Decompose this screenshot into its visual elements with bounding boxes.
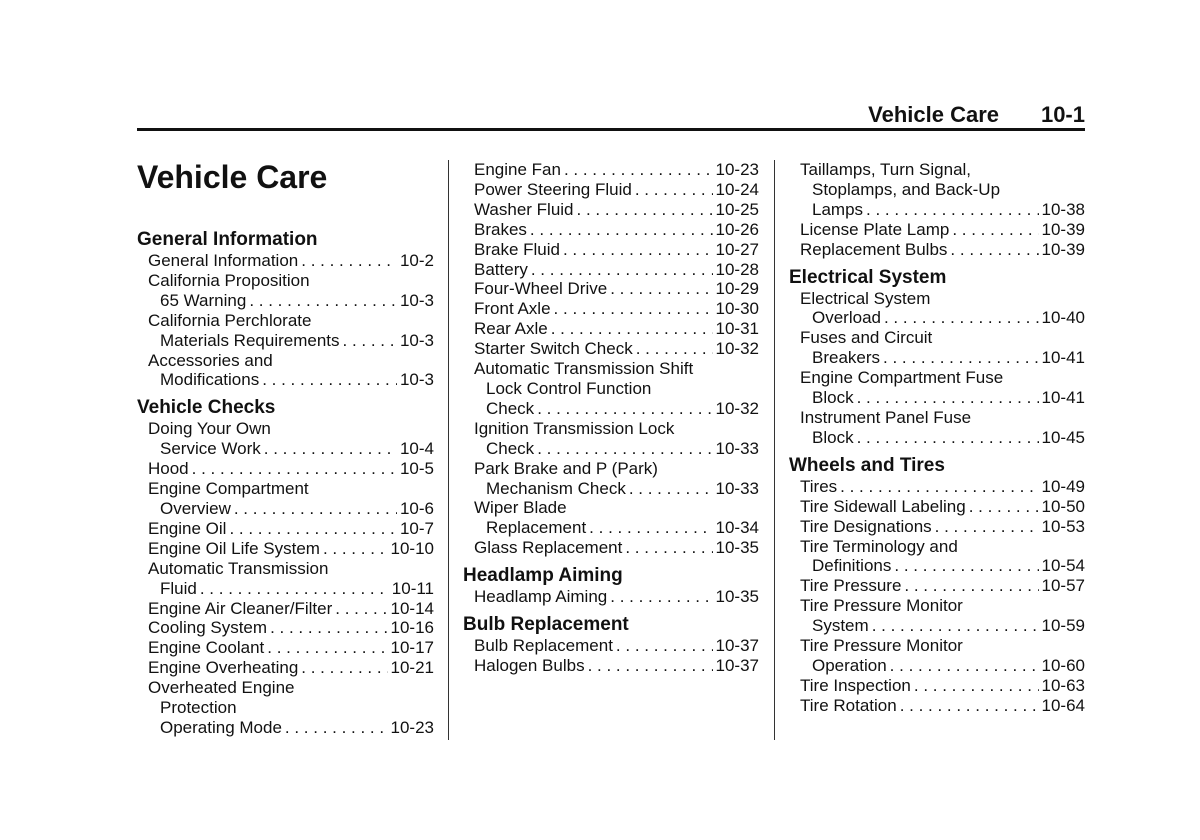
toc-page-number: 10-64 <box>1041 695 1085 715</box>
leader-dots <box>894 556 1038 576</box>
toc-entry-text: Lamps <box>812 199 864 219</box>
section-heading: General Information <box>137 229 318 250</box>
leader-dots <box>625 538 712 558</box>
toc-page-number: 10-21 <box>390 658 434 678</box>
leader-dots <box>610 279 712 299</box>
toc-page-number: 10-45 <box>1041 427 1085 447</box>
toc-page-number: 10-3 <box>399 290 434 310</box>
leader-dots <box>900 696 1039 716</box>
toc-entry-text: Engine Overheating <box>148 658 299 678</box>
toc-entry[interactable] <box>789 696 1085 716</box>
leader-dots <box>264 439 397 459</box>
leader-dots <box>857 428 1039 448</box>
toc-page-number: 10-16 <box>390 618 434 638</box>
leader-dots <box>229 519 397 539</box>
toc-entry[interactable] <box>789 636 1085 676</box>
section-heading: Electrical System <box>789 266 947 288</box>
toc-column-3 <box>789 160 1085 716</box>
leader-dots <box>857 388 1039 408</box>
toc-entry-text: General Information <box>148 251 299 270</box>
toc-entry[interactable] <box>463 240 759 260</box>
toc-entry-text: Glass Replacement <box>474 538 623 558</box>
leader-dots <box>872 616 1039 636</box>
toc-page-number: 10-53 <box>1041 516 1085 536</box>
toc-entry-text: Block <box>812 427 854 447</box>
leader-dots <box>323 539 388 559</box>
toc-entry-text: Operating Mode <box>160 717 282 737</box>
leader-dots <box>335 599 387 619</box>
toc-entry[interactable] <box>463 538 759 558</box>
leader-dots <box>234 499 397 519</box>
leader-dots <box>616 636 713 656</box>
leader-dots <box>840 477 1038 497</box>
toc-page-number: 10-23 <box>715 160 759 179</box>
toc-page-number: 10-30 <box>715 299 759 319</box>
toc-entry-text: Ignition Transmission Lock <box>474 418 675 438</box>
toc-entry[interactable] <box>789 517 1085 537</box>
toc-entry-text: Electrical System <box>800 288 931 308</box>
leader-dots <box>200 579 389 599</box>
toc-entry[interactable] <box>137 479 434 519</box>
leader-dots <box>564 160 713 180</box>
toc-entry[interactable] <box>789 240 1085 260</box>
toc-page-number: 10-60 <box>1041 655 1085 675</box>
section-heading: Wheels and Tires <box>789 454 945 476</box>
toc-page-number: 10-2 <box>399 251 434 270</box>
leader-dots <box>610 587 712 607</box>
toc-entry[interactable] <box>463 160 759 180</box>
header-page-number: 10-1 <box>1040 102 1085 127</box>
toc-page-number: 10-39 <box>1041 219 1085 239</box>
toc-entry-text: Overheated Engine <box>148 678 295 698</box>
leader-dots <box>301 658 387 678</box>
toc-entry-text: Brake Fluid <box>474 239 560 259</box>
toc-entry-text: Rear Axle <box>474 319 548 339</box>
toc-entry-text: Four-Wheel Drive <box>474 279 608 299</box>
toc-entry-text: License Plate Lamp <box>800 219 950 239</box>
toc-entry-text: Tire Sidewall Labeling <box>800 496 966 516</box>
toc-entry[interactable] <box>463 319 759 339</box>
toc-entry-text: Wiper Blade <box>474 498 567 518</box>
toc-entry-text: Engine Compartment Fuse <box>800 368 1004 388</box>
toc-entry-text: Front Axle <box>474 299 551 319</box>
toc-entry-text: Tires <box>800 476 838 496</box>
leader-dots <box>884 308 1039 328</box>
toc-entry[interactable] <box>463 339 759 359</box>
toc-entry[interactable] <box>137 519 434 539</box>
toc-entry-text: Check <box>486 398 535 418</box>
leader-dots <box>588 656 713 676</box>
toc-page-number: 10-41 <box>1041 348 1085 368</box>
toc-entry-text: Headlamp Aiming <box>474 587 608 607</box>
toc-entry-text: Protection <box>160 698 237 718</box>
toc-entry-text: California Perchlorate <box>148 310 312 330</box>
toc-page-number: 10-24 <box>715 179 759 199</box>
section-heading: Bulb Replacement <box>463 614 629 636</box>
toc-entry[interactable] <box>137 251 434 271</box>
toc-page-number: 10-14 <box>390 598 434 618</box>
toc-entry-text: Fuses and Circuit <box>800 328 933 348</box>
toc-page-number: 10-11 <box>391 578 434 598</box>
toc-page-number: 10-54 <box>1041 556 1085 576</box>
toc-entry[interactable] <box>789 289 1085 329</box>
toc-column-1 <box>137 160 434 738</box>
toc-entry[interactable] <box>789 576 1085 596</box>
toc-entry-text: Hood <box>148 459 189 479</box>
toc-entry-text: Overview <box>160 498 231 518</box>
toc-entry-text: Automatic Transmission <box>148 558 329 578</box>
toc-page-number: 10-37 <box>715 655 759 675</box>
toc-entry[interactable] <box>137 599 434 619</box>
toc-entry-text: Replacement <box>486 518 587 538</box>
toc-entry-text: Engine Compartment <box>148 479 309 499</box>
toc-entry[interactable] <box>137 271 434 311</box>
toc-page-number: 10-33 <box>715 478 759 498</box>
toc-entry-text: System <box>812 616 869 636</box>
leader-dots <box>890 656 1039 676</box>
toc-entry[interactable] <box>463 220 759 240</box>
leader-dots <box>530 220 713 240</box>
toc-page-number: 10-7 <box>399 518 434 538</box>
toc-page-number: 10-3 <box>399 370 434 390</box>
toc-entry-text: 65 Warning <box>160 290 247 310</box>
leader-dots <box>636 339 713 359</box>
toc-entry-text: Park Brake and P (Park) <box>474 458 658 478</box>
toc-entry[interactable] <box>789 676 1085 696</box>
toc-entry-text: Operation <box>812 655 887 675</box>
toc-entry-text: Replacement Bulbs <box>800 239 948 259</box>
toc-entry[interactable] <box>137 658 434 678</box>
toc-page-number: 10-35 <box>715 538 759 558</box>
toc-entry-text: Fluid <box>160 578 197 598</box>
toc-entry-text: Materials Requirements <box>160 330 340 350</box>
page-header <box>137 100 1085 128</box>
toc-entry[interactable] <box>463 279 759 299</box>
toc-page-number: 10-32 <box>715 339 759 359</box>
toc-entry-text: California Proposition <box>148 270 310 290</box>
toc-entry[interactable] <box>137 459 434 479</box>
toc-column-2 <box>463 160 759 676</box>
toc-entry-text: Tire Designations <box>800 516 932 536</box>
toc-entry-text: Doing Your Own <box>148 419 271 439</box>
toc-entry-text: Overload <box>812 308 881 328</box>
toc-entry[interactable] <box>789 408 1085 448</box>
toc-page-number: 10-59 <box>1041 616 1085 636</box>
toc-entry-text: Taillamps, Turn Signal, <box>800 160 972 179</box>
leader-dots <box>285 718 388 738</box>
toc-entry[interactable] <box>137 351 434 391</box>
toc-entry-text: Tire Inspection <box>800 675 911 695</box>
toc-entry-text: Tire Pressure Monitor <box>800 596 963 616</box>
toc-entry[interactable] <box>137 539 434 559</box>
toc-page-number: 10-41 <box>1041 388 1085 408</box>
toc-page-number: 10-50 <box>1041 496 1085 516</box>
leader-dots <box>635 180 713 200</box>
section-heading: Vehicle Checks <box>137 397 276 419</box>
column-divider <box>448 160 449 740</box>
toc-entry-text: Bulb Replacement <box>474 636 613 656</box>
toc-page-number: 10-29 <box>715 279 759 299</box>
toc-entry[interactable] <box>463 260 759 280</box>
leader-dots <box>969 497 1039 517</box>
leader-dots <box>883 348 1038 368</box>
toc-entry[interactable] <box>137 678 434 738</box>
leader-dots <box>904 576 1038 596</box>
toc-entry[interactable] <box>463 359 759 419</box>
toc-page-number: 10-40 <box>1041 308 1085 328</box>
toc-entry-text: Washer Fluid <box>474 199 574 219</box>
toc-entry-text: Engine Fan <box>474 160 561 179</box>
toc-page-number: 10-25 <box>715 199 759 219</box>
toc-entry[interactable] <box>789 368 1085 408</box>
toc-entry[interactable] <box>463 498 759 538</box>
header-section-title: Vehicle Care <box>868 102 999 127</box>
leader-dots <box>537 399 712 419</box>
toc-page-number: 10-10 <box>390 538 434 558</box>
toc-entry-text: Cooling System <box>148 618 268 638</box>
toc-page-number: 10-23 <box>390 717 434 737</box>
leader-dots <box>914 676 1039 696</box>
toc-entry-text: Automatic Transmission Shift <box>474 359 694 379</box>
leader-dots <box>262 370 397 390</box>
toc-page-number: 10-27 <box>715 239 759 259</box>
leader-dots <box>952 220 1038 240</box>
section-heading: Headlamp Aiming <box>463 565 623 587</box>
toc-entry[interactable] <box>137 419 434 459</box>
toc-page-number: 10-49 <box>1041 476 1085 496</box>
toc-page-number: 10-28 <box>715 259 759 279</box>
toc-entry-text: Starter Switch Check <box>474 339 633 359</box>
toc-entry[interactable] <box>463 459 759 499</box>
toc-entry-text: Stoplamps, and Back-Up <box>812 179 1001 199</box>
toc-entry[interactable] <box>463 299 759 319</box>
toc-entry-text: Halogen Bulbs <box>474 655 585 675</box>
toc-page-number: 10-4 <box>399 439 434 459</box>
toc-entry-text: Tire Terminology and <box>800 536 958 556</box>
header-rule <box>137 128 1085 131</box>
toc-page-number: 10-26 <box>715 219 759 239</box>
toc-entry[interactable] <box>137 559 434 599</box>
toc-entry[interactable] <box>137 618 434 638</box>
toc-entry[interactable] <box>789 220 1085 240</box>
leader-dots <box>551 319 713 339</box>
toc-entry[interactable] <box>463 636 759 656</box>
toc-page-number: 10-35 <box>715 587 759 607</box>
toc-entry[interactable] <box>789 477 1085 497</box>
toc-entry[interactable] <box>789 497 1085 517</box>
leader-dots <box>267 638 387 658</box>
toc-page-number: 10-32 <box>715 398 759 418</box>
toc-page-number: 10-3 <box>399 330 434 350</box>
toc-page-number: 10-31 <box>715 319 759 339</box>
toc-page-number: 10-37 <box>715 636 759 656</box>
toc-entry[interactable] <box>137 311 434 351</box>
toc-entry[interactable] <box>789 596 1085 636</box>
toc-entry-text: Tire Rotation <box>800 695 897 715</box>
toc-entry[interactable] <box>789 537 1085 577</box>
toc-entry-text: Brakes <box>474 219 527 239</box>
toc-entry-text: Engine Oil <box>148 518 227 538</box>
toc-entry-text: Engine Oil Life System <box>148 538 320 558</box>
toc-entry[interactable] <box>463 180 759 200</box>
toc-entry-text: Battery <box>474 259 528 279</box>
toc-entry[interactable] <box>463 200 759 220</box>
toc-entry-text: Tire Pressure Monitor <box>800 636 963 656</box>
toc-page-number: 10-38 <box>1041 199 1085 219</box>
toc-page-number: 10-5 <box>399 459 434 479</box>
leader-dots <box>554 299 713 319</box>
toc-entry-text: Engine Coolant <box>148 638 265 658</box>
toc-entry-text: Tire Pressure <box>800 576 902 596</box>
toc-entry-text: Engine Air Cleaner/Filter <box>148 598 333 618</box>
toc-entry[interactable] <box>789 328 1085 368</box>
chapter-title: Vehicle Care <box>137 159 328 195</box>
leader-dots <box>192 459 397 479</box>
toc-page-number: 10-33 <box>715 438 759 458</box>
toc-entry-text: Check <box>486 438 535 458</box>
toc-entry-text: Block <box>812 388 854 408</box>
leader-dots <box>950 240 1038 260</box>
toc-page-number: 10-63 <box>1041 675 1085 695</box>
toc-page-number: 10-39 <box>1041 239 1085 259</box>
leader-dots <box>563 240 713 260</box>
toc-entry-text: Service Work <box>160 439 261 459</box>
toc-entry-text: Power Steering Fluid <box>474 179 632 199</box>
toc-page-number: 10-57 <box>1041 576 1085 596</box>
toc-entry-text: Accessories and <box>148 350 273 370</box>
toc-entry[interactable] <box>789 160 1085 220</box>
toc-page-number: 10-34 <box>715 518 759 538</box>
leader-dots <box>270 618 387 638</box>
toc-entry[interactable] <box>137 638 434 658</box>
leader-dots <box>249 291 397 311</box>
leader-dots <box>577 200 713 220</box>
leader-dots <box>935 517 1039 537</box>
leader-dots <box>537 439 712 459</box>
leader-dots <box>301 251 397 271</box>
toc-page-number: 10-6 <box>399 498 434 518</box>
toc-entry-text: Breakers <box>812 348 881 368</box>
leader-dots <box>531 260 713 280</box>
toc-entry-text: Definitions <box>812 556 892 576</box>
toc-entry-text: Modifications <box>160 370 260 390</box>
column-divider <box>774 160 775 740</box>
leader-dots <box>629 479 713 499</box>
toc-page-number: 10-17 <box>390 638 434 658</box>
leader-dots <box>343 331 397 351</box>
toc-entry-text: Lock Control Function <box>486 378 652 398</box>
leader-dots <box>866 200 1038 220</box>
toc-entry[interactable] <box>463 587 759 607</box>
toc-entry[interactable] <box>463 656 759 676</box>
leader-dots <box>589 518 712 538</box>
toc-entry-text: Instrument Panel Fuse <box>800 407 972 427</box>
toc-entry-text: Mechanism Check <box>486 478 626 498</box>
toc-entry[interactable] <box>463 419 759 459</box>
